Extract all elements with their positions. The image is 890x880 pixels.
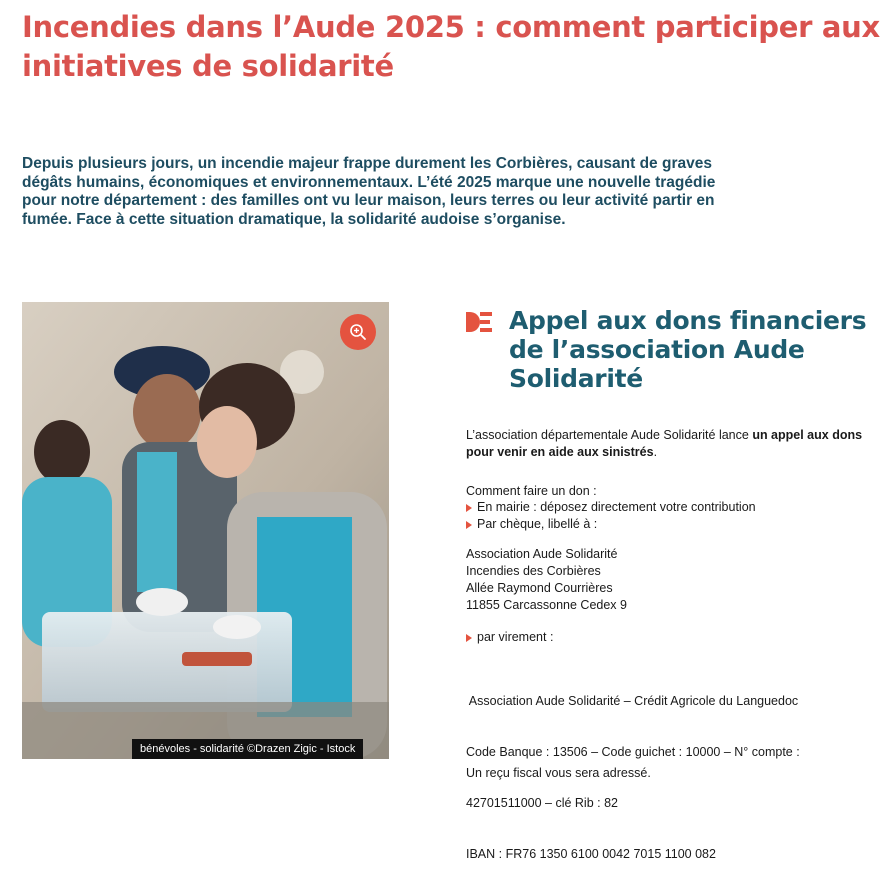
method-cheque — [466, 516, 876, 533]
zoom-in-icon — [349, 323, 367, 341]
how-to-donate-label: Comment faire un don : — [466, 483, 597, 498]
section-heading: Appel aux dons financiers de l’association Aude Solidarité — [509, 306, 867, 393]
bank-line: Association Aude Solidarité – Crédit Agricole du Languedoc — [466, 694, 799, 708]
tax-receipt-note: Un reçu fiscal vous sera adressé. — [466, 765, 651, 780]
article-title: Incendies dans l’Aude 2025 : comment participer aux initiatives de solidarité — [22, 10, 880, 83]
bank-line: 42701511000 – clé Rib : 82 — [466, 796, 618, 810]
lead-emphasis: un appel aux dons pour venir en aide aux sinistrés — [466, 427, 863, 459]
bullet-arrow-icon — [466, 634, 472, 642]
article-photo — [22, 302, 389, 759]
address-line: Incendies des Corbières — [466, 564, 601, 578]
photo-caption: bénévoles - solidarité ©Drazen Zigic - Istock — [132, 739, 363, 759]
method-virement-text: par virement : — [477, 630, 554, 644]
volunteers-illustration — [22, 302, 389, 759]
postal-address — [466, 546, 876, 614]
lead-end: . — [653, 444, 658, 459]
address-line: 11855 Carcassonne Cedex 9 — [466, 598, 627, 612]
method-cheque-text: Par chèque, libellé à : — [477, 517, 598, 531]
donation-methods — [466, 499, 876, 533]
article-intro: Depuis plusieurs jours, un incendie majeur frappe durement les Corbières, causant de graves dégâts humains, économiques et environnementaux. L’été 2025 marque une nouvelle tragédie pour notre département : des familles ont vu leur maison, leurs terres ou leur activité partir en fumée. Face à cette situation dramatique, la solidarité audoise s’organise. — [22, 155, 716, 228]
zoom-button[interactable] — [340, 314, 376, 350]
bullet-arrow-icon — [466, 504, 472, 512]
lead-text: L’association départementale Aude Solidarité lance — [466, 427, 753, 442]
bank-line: IBAN : FR76 1350 6100 0042 7015 1100 082 — [466, 847, 716, 861]
address-line: Allée Raymond Courrières — [466, 581, 613, 595]
bullet-arrow-icon — [466, 521, 472, 529]
method-mairie-text: En mairie : déposez directement votre contribution — [477, 500, 756, 514]
method-virement-row — [466, 629, 876, 646]
department-logo-icon — [464, 310, 494, 334]
method-virement — [466, 629, 876, 646]
donation-lead — [466, 427, 876, 461]
address-line: Association Aude Solidarité — [466, 547, 618, 561]
bank-line: Code Banque : 13506 – Code guichet : 10000 – N° compte : — [466, 745, 800, 759]
method-mairie — [466, 499, 876, 516]
